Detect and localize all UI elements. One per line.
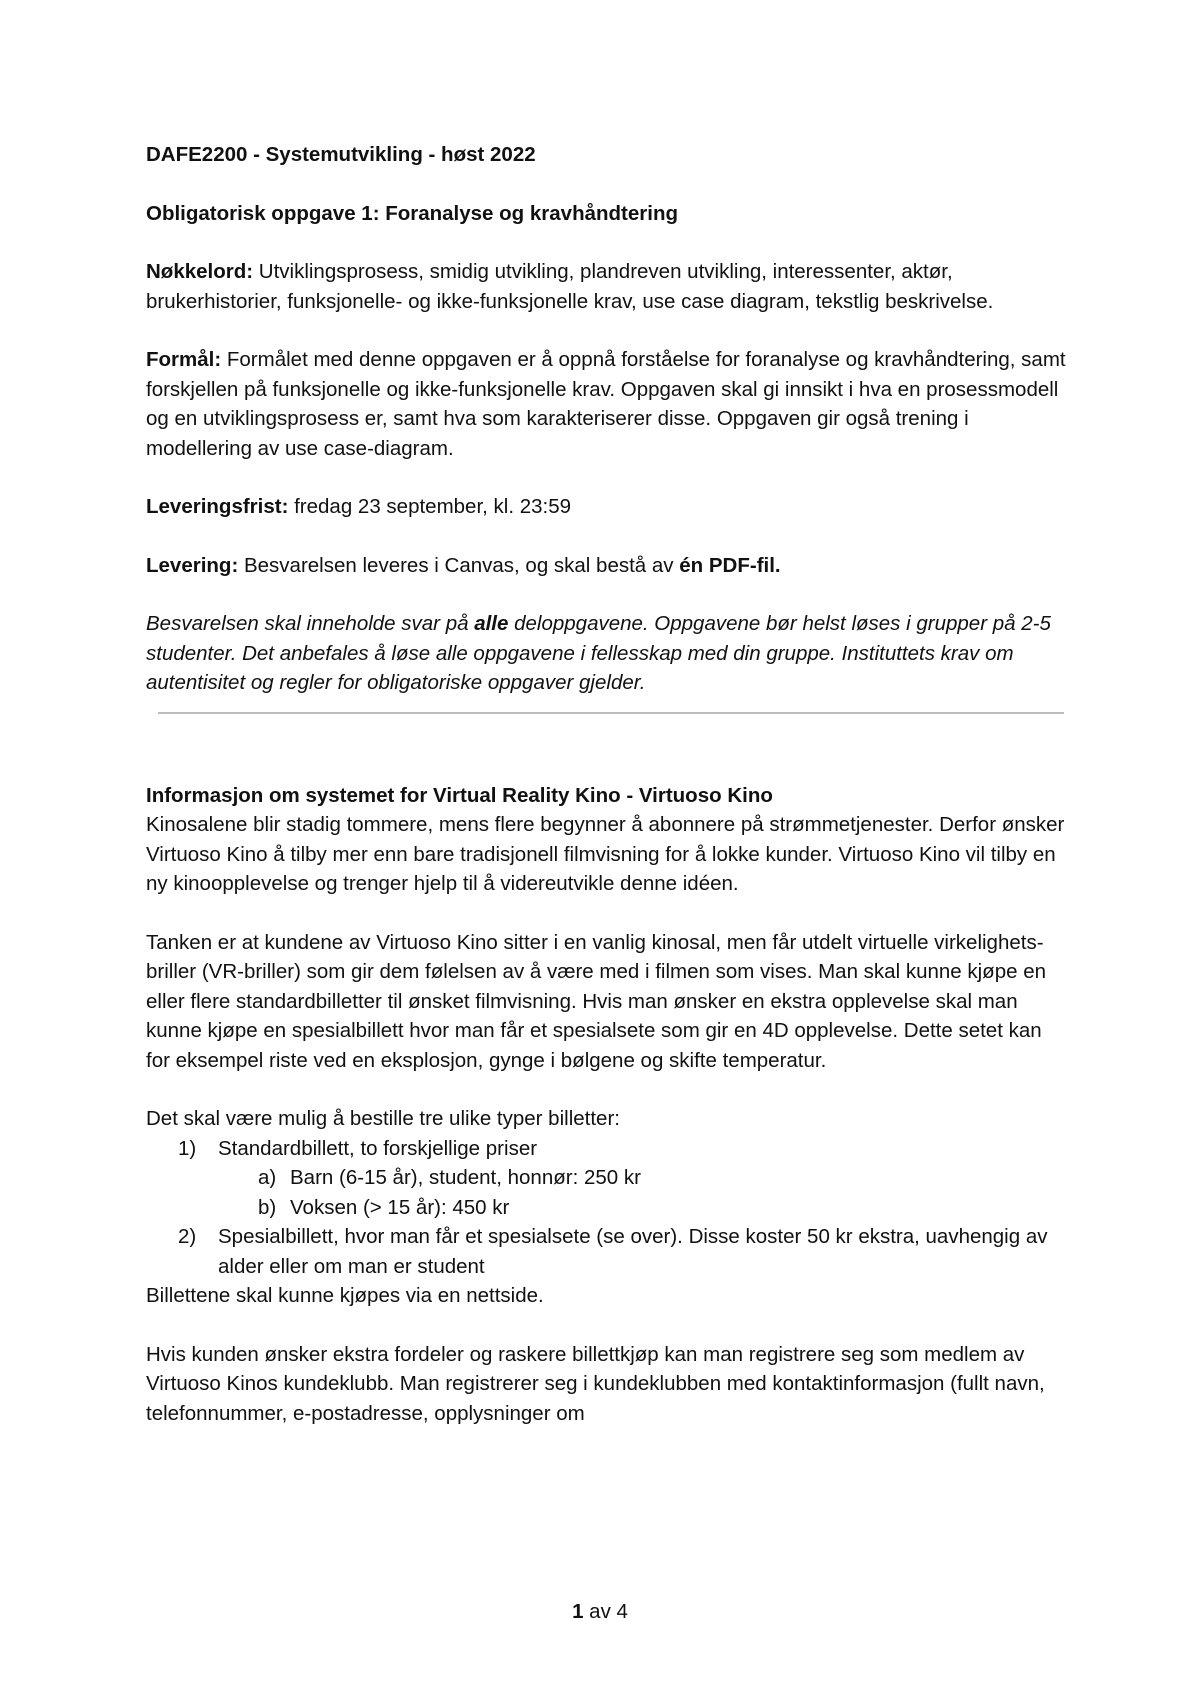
deadline-paragraph <box>146 492 1066 522</box>
purpose-paragraph <box>146 345 1066 463</box>
list-item <box>146 1193 1066 1223</box>
info-heading: Informasjon om systemet for Virtual Reality Kino - Virtuoso Kino <box>146 783 773 807</box>
ticket-type-list <box>146 1134 1066 1282</box>
group-note-part1: Besvarelsen skal inneholde svar på <box>146 612 475 635</box>
delivery-paragraph <box>146 551 1066 581</box>
purpose-text: Formålet med denne oppgaven er å oppnå forståelse for foranalyse og kravhåndtering, samt forskjellen på funksjonelle og ikke-funksjonelle krav. Oppgaven skal gi innsikt i hva en prosessmodell og en utviklingsprosess er, samt hva som karakteriserer disse. Oppgaven gir også trening i modellering av use case-diagram. <box>146 348 1066 460</box>
keywords-text: Utviklingsprosess, smidig utvikling, plandreven utvikling, interessenter, aktør, brukerhistorier, funksjonelle- og ikke-funksjonelle krav, use case diagram, tekstlig beskrivelse. <box>146 260 994 313</box>
delivery-text: Besvarelsen leveres i Canvas, og skal bestå av <box>238 553 680 577</box>
delivery-emphasis: én PDF-fil. <box>679 553 781 577</box>
list-item <box>146 1134 1066 1223</box>
document-title: DAFE2200 - Systemutvikling - høst 2022 <box>146 143 536 166</box>
info-paragraph-3: Billettene skal kunne kjøpes via en nettside. <box>146 1284 544 1307</box>
list-marker: 1) <box>178 1136 197 1160</box>
page-number <box>0 1600 1200 1624</box>
group-note-bold: alle <box>474 612 509 635</box>
group-note-part2: deloppgavene. Oppgavene bør helst løses i grupper på 2-5 studenter. Det anbefales å løse alle oppgavene i fellesskap med din gruppe. Instituttets krav om autentisitet og regler for obligatoriske oppgaver gjelder. <box>146 612 1051 694</box>
keywords-paragraph <box>146 257 1066 316</box>
list-item-text: Spesialbillett, hvor man får et spesialsete (se over). Disse koster 50 kr ekstra, uavhengig av alder eller om man er student <box>218 1225 1048 1278</box>
list-item <box>146 1163 1066 1193</box>
purpose-label: Formål: <box>146 348 222 371</box>
list-marker: a) <box>258 1166 277 1189</box>
list-item <box>146 1222 1066 1281</box>
assignment-subtitle: Obligatorisk oppgave 1: Foranalyse og kravhåndtering <box>146 201 678 225</box>
deadline-label: Leveringsfrist: <box>146 495 289 518</box>
delivery-label: Levering: <box>146 553 239 577</box>
list-item-text: Standardbillett, to forskjellige priser <box>218 1136 538 1160</box>
info-paragraph-1: Kinosalene blir stadig tommere, mens flere begynner å abonnere på strømmetjenester. Derfor ønsker Virtuoso Kino å tilby mer enn bare tradisjonell filmvisning for å lokke kunder. Virtuoso Kino vil tilby en ny kinoopplevelse og trenger hjelp til å videreutvikle denne idéen. <box>146 813 1065 895</box>
info-paragraph-2: Tanken er at kundene av Virtuoso Kino sitter i en vanlig kinosal, men får utdelt virtuelle virkelighets-briller (VR-briller) som gir dem følelsen av å være med i filmen som vises. Man skal kunne kjøpe en eller flere standardbilletter til ønsket filmvisning. Hvis man ønsker en ekstra opplevelse skal man kunne kjøpe en spesialbillett hvor man får et spesialsete som gir en 4D opplevelse. Dette setet kan for eksempel riste ved en eksplosjon, gynge i bølgene og skifte temperatur. <box>146 930 1047 1072</box>
list-marker: 2) <box>178 1225 197 1248</box>
list-marker: b) <box>258 1195 277 1219</box>
info-paragraph-4: Hvis kunden ønsker ekstra fordeler og raskere billettkjøp kan man registrere seg som medlem av Virtuoso Kinos kundeklubb. Man registrerer seg i kundeklubben med kontaktinformasjon (fullt navn, telefonnummer, e-postadresse, opplysninger om <box>146 1342 1045 1425</box>
list-item-text: Barn (6-15 år), student, honnør: 250 kr <box>290 1166 641 1189</box>
current-page: 1 <box>572 1600 584 1623</box>
price-sublist <box>218 1163 1066 1222</box>
horizontal-divider <box>158 712 1064 714</box>
system-info-section <box>146 781 1066 1429</box>
document-body <box>146 140 1066 1428</box>
group-note <box>146 609 1066 698</box>
page-total: av 4 <box>583 1600 628 1623</box>
keywords-label: Nøkkelord: <box>146 260 254 283</box>
deadline-text: fredag 23 september, kl. 23:59 <box>288 495 572 518</box>
list-item-text: Voksen (> 15 år): 450 kr <box>290 1195 510 1219</box>
ticket-list-intro: Det skal være mulig å bestille tre ulike typer billetter: <box>146 1107 620 1130</box>
